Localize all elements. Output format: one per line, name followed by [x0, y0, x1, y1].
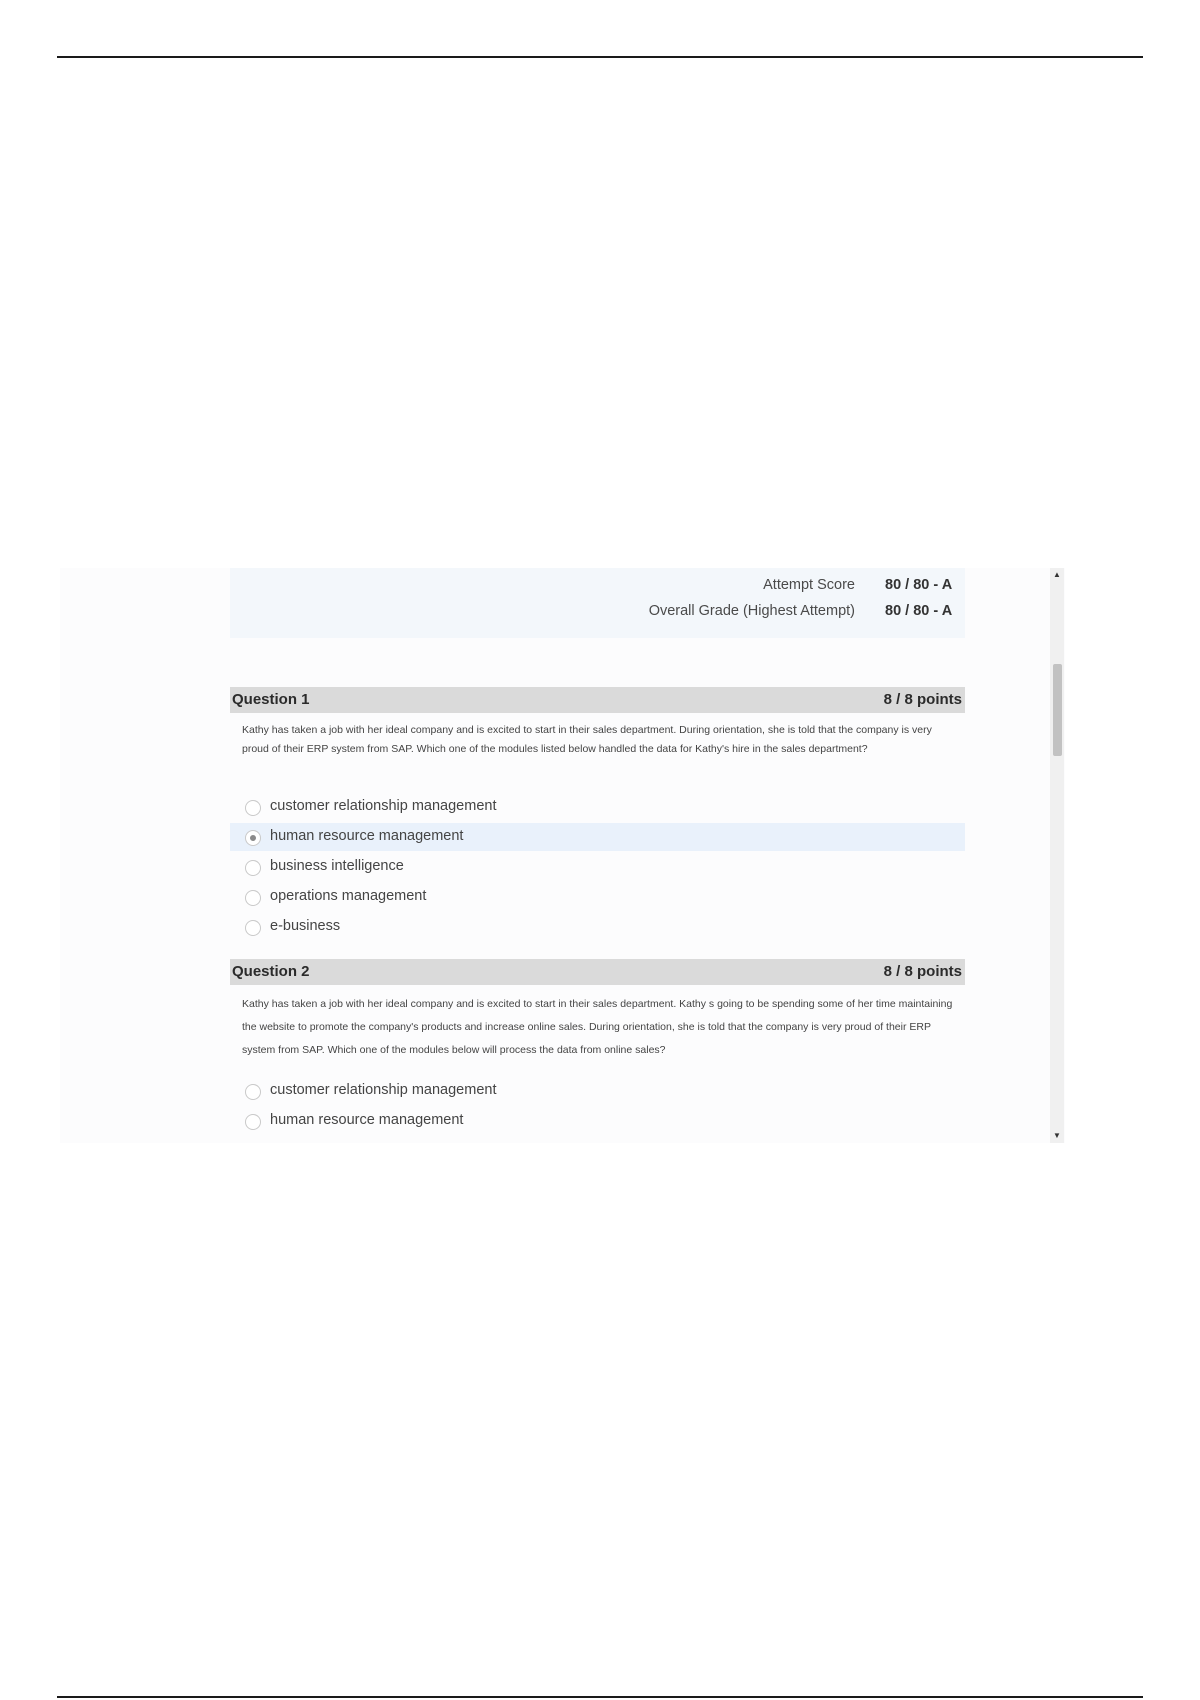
page-bottom-rule — [57, 1696, 1143, 1698]
answer-option-label: customer relationship management — [270, 798, 497, 814]
question-title: Question 2 — [232, 963, 310, 980]
answer-option-label: business intelligence — [270, 858, 404, 874]
answer-option-label: operations management — [270, 888, 427, 904]
radio-button[interactable] — [245, 920, 261, 936]
answer-option-label: human resource management — [270, 828, 464, 844]
overall-grade-label: Overall Grade (Highest Attempt) — [648, 603, 855, 619]
question-points: 8 / 8 points — [883, 691, 962, 708]
question-2-text: Kathy has taken a job with her ideal company and is excited to start in their sales department. Kathy s going to be spending some of her time maintaining the website to promote the company's products and increase online sales. During orientation, she is told that the company is very proud of their ERP system from SAP. Which one of the modules below will process the data from online sales? — [242, 998, 953, 1056]
attempt-score-row — [763, 577, 955, 599]
radio-button[interactable] — [245, 890, 261, 906]
answer-option-label: e-business — [270, 918, 341, 934]
scroll-up-arrow-icon[interactable]: ▲ — [1053, 570, 1061, 579]
attempt-score-value: 80 / 80 - A — [885, 577, 953, 593]
answer-option[interactable] — [230, 1077, 965, 1105]
question-title: Question 1 — [232, 691, 310, 708]
radio-button[interactable] — [245, 860, 261, 876]
vertical-scrollbar[interactable] — [1050, 568, 1064, 1143]
attempt-score-label: Attempt Score — [763, 577, 855, 593]
radio-dot-icon — [250, 835, 256, 841]
scroll-down-arrow-icon[interactable]: ▼ — [1053, 1131, 1061, 1140]
page-top-rule — [57, 56, 1143, 58]
radio-button[interactable] — [245, 1114, 261, 1130]
overall-grade-row — [649, 603, 955, 625]
scrollbar-thumb[interactable] — [1053, 664, 1062, 756]
question-points: 8 / 8 points — [883, 963, 962, 980]
question-2-header — [230, 959, 965, 985]
answer-option[interactable] — [230, 1107, 965, 1135]
quiz-results-screenshot — [60, 568, 1065, 1143]
answer-option-selected[interactable] — [230, 823, 965, 851]
question-1-header — [230, 687, 965, 713]
radio-button-checked[interactable] — [245, 830, 261, 846]
answer-option[interactable] — [230, 913, 965, 941]
question-1-text: Kathy has taken a job with her ideal company and is excited to start in their sales department. During orientation, she is told that the company is very proud of their ERP system from SAP. Which one of the modules listed below handled the data for Kathy's hire in the sales department? — [242, 724, 932, 755]
answer-option[interactable] — [230, 793, 965, 821]
score-summary — [230, 568, 965, 638]
answer-option[interactable] — [230, 883, 965, 911]
overall-grade-value: 80 / 80 - A — [885, 603, 953, 619]
answer-option[interactable] — [230, 853, 965, 881]
radio-button[interactable] — [245, 1084, 261, 1100]
radio-button[interactable] — [245, 800, 261, 816]
answer-option-label: human resource management — [270, 1112, 464, 1128]
answer-option-label: customer relationship management — [270, 1082, 497, 1098]
